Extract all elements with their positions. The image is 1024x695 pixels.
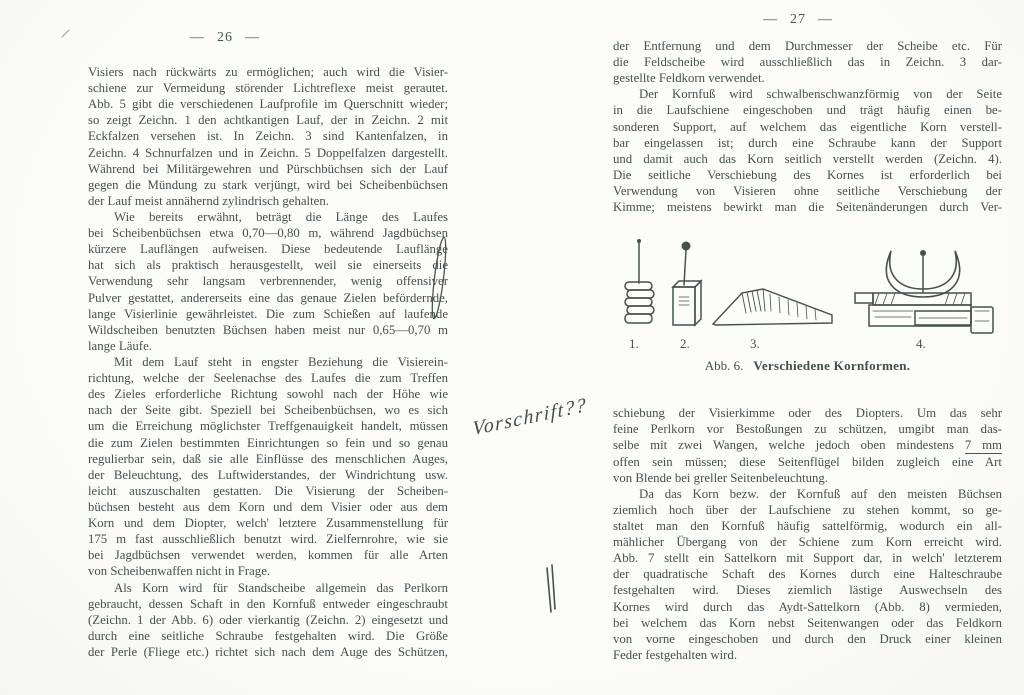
text-line: regulierbar sein, daß sie alle Einflüsse des menschlichen Auges, xyxy=(88,451,448,466)
text-line: Da das Korn bezw. der Kornfuß auf den meisten Büchsen xyxy=(639,486,1002,501)
text-line: ziemlich hoch über der Laufschiene zu stehen kommt, so ge- xyxy=(613,502,1002,517)
text-line: Wie bereits erwähnt, beträgt die Länge des Laufes xyxy=(114,209,448,224)
paragraph xyxy=(88,580,448,661)
text-line: Pulver gestattet, andererseits eine das genaue Zielen befördernde, xyxy=(88,290,448,305)
text-line: die zum Zielen bestimmten Einrichtungen so fein und so genau xyxy=(88,435,448,450)
paragraph xyxy=(88,64,448,209)
text-line: offen sein müssen; diese Seitenflügel bilden zugleich eine Art xyxy=(613,454,1002,469)
text-line: büchsen besteht aus dem Korn und dem Visier oder aus dem xyxy=(88,499,448,514)
text-line: von Blende bei greller Seitenbeleuchtung. xyxy=(613,470,828,485)
dash-right: — xyxy=(818,12,833,27)
text-run: selbe mit zwei Wangen, welche jedoch oben mindestens xyxy=(613,438,954,453)
page-number-right-value: 27 xyxy=(790,12,806,27)
text-line: 175 m fast ausschließlich benutzt wird. Zielfernrohre, wie sie xyxy=(88,532,448,547)
paragraph xyxy=(613,454,1002,486)
figure-label-1: 1. xyxy=(629,336,639,352)
page-right-text-column xyxy=(613,38,1002,663)
text-line: Feder festgehalten wird. xyxy=(613,647,738,662)
text-line: staltet man den Kornfuß häufig sattelförmig, wodurch ein all- xyxy=(613,518,1002,533)
paragraph xyxy=(613,86,1002,215)
figure-label-4: 4. xyxy=(916,336,926,352)
paragraph xyxy=(88,354,448,580)
dash-left: — xyxy=(763,12,778,27)
figure-caption-title: Verschiedene Kornformen. xyxy=(753,358,911,374)
handwritten-annotation: Vorschrift?? xyxy=(472,393,588,441)
text-line: lange Läufe. xyxy=(88,338,152,353)
text-line: in die Laufschiene eingeschoben und trägt häufig einen be- xyxy=(613,103,1002,118)
text-line: die Feldscheibe wird ausschließlich das in Zeichn. 3 dar- xyxy=(613,55,1002,70)
text-line: bar eingelassen ist; durch eine Schraube kann der Support xyxy=(613,135,1002,150)
page-number-left xyxy=(140,30,310,46)
text-line: der quadratische Schaft des Kornes durch eine Halteschraube xyxy=(613,567,1002,582)
text-line: Mit dem Lauf steht in engster Beziehung die Visierein- xyxy=(114,354,448,369)
text-line: (Zeichn. 1 der Abb. 6) oder vierkantig (Zeichn. 2) eingesetzt und xyxy=(88,612,448,627)
dash-right: — xyxy=(245,30,260,45)
figure-item-3-feldkorn-wedge xyxy=(713,289,832,325)
text-line: sonderen Support, auf welchem das eigentliche Korn verstell- xyxy=(613,119,1002,134)
text-line: hat sich als praktisch herausgestellt, weil sie einerseits die xyxy=(88,258,448,273)
text-line: mählicher Übergang von der Schiene zum Korn erreicht wird. xyxy=(613,535,1002,550)
page-number-left-value: 26 xyxy=(217,30,233,45)
text-line: der Entfernung und dem Durchmesser der Scheibe etc. Für xyxy=(613,39,1002,53)
text-line: Korn und dem Diopter, welch' letztere Zusammenstellung für xyxy=(88,516,448,531)
text-line: gestellte Feldkorn verwendet. xyxy=(613,71,765,86)
dash-left: — xyxy=(190,30,205,45)
text-line: der Perle (Fliege etc.) richtet sich nach dem Auge des Schützen, xyxy=(88,644,448,659)
text-line: Während bei Militärgewehren und Pürschbüchsen sich der Lauf xyxy=(88,161,448,176)
text-line: Kimme; meistens bewirkt man die Seitenänderungen durch Ver- xyxy=(613,200,1002,215)
page-left-text-column xyxy=(88,64,448,660)
figure-caption-prefix: Abb. 6. xyxy=(704,358,744,374)
figure-item-2-square-shaft xyxy=(673,242,701,326)
figure-label-3: 3. xyxy=(750,336,760,352)
text-line: Abb. 5 gibt die verschiedenen Laufprofile im Querschnitt wieder; xyxy=(88,97,448,112)
paragraph xyxy=(613,405,1002,437)
text-line: schiene zur Vermeidung störender Lichtreflexe meist gerautet. xyxy=(88,81,448,96)
text-line: schiebung der Visierkimme oder des Diopters. Um das sehr xyxy=(613,406,1002,421)
figure-abb6 xyxy=(613,215,1002,405)
scan-tick-mark xyxy=(60,28,72,40)
text-line: der Lauf meist annähernd zylindrisch gehalten. xyxy=(88,193,329,208)
text-line: Der Kornfuß wird schwalbenschwanzförmig von der Seite xyxy=(639,87,1002,102)
text-line: Kornes wird durch das Aydt-Sattelkorn (Abb. 8) vermieden, xyxy=(613,599,1002,614)
figure-caption xyxy=(613,358,1002,374)
text-line: bei welchem das Korn nebst Seitenwangen oder das Feldkorn xyxy=(613,615,1002,630)
text-line: Zeichn. 4 Schnurfalzen und in Zeichn. 5 Doppelfalzen dargestellt. xyxy=(88,145,448,160)
figure-item-1-perlkorn-screw xyxy=(625,239,654,323)
text-line: der Beleuchtung, des Luftwiderstandes, der Windrichtung usw. xyxy=(88,467,448,482)
text-line: kürzere Lauflängen aufweisen. Diese bedeutende Lauflänge xyxy=(88,242,448,257)
text-line: Eckfalzen versehen ist. In Zeichn. 3 sind Kantenfalzen, in xyxy=(88,129,448,144)
text-line: des Zieles erforderliche Richtung sowohl nach der Höhe wie xyxy=(88,387,448,402)
pen-loop-mark xyxy=(424,233,454,325)
text-line: Abb. 7 stellt ein Sattelkorn mit Support dar, in welch' letzterem xyxy=(613,551,1002,566)
text-line: von vorne eingeschoben und durch den Druck einer kleinen xyxy=(613,631,1002,646)
text-line: Verwendung von Visieren ohne seitliche Verschiebung der xyxy=(613,183,1002,198)
text-line xyxy=(613,437,1002,453)
text-line: Wildscheiben benutzten Büchsen haben meist nur 0,65—0,70 m xyxy=(88,322,448,337)
text-line: gegen die Mündung zu stark verjüngt, wird bei Scheibenbüchsen xyxy=(88,177,448,192)
text-line: richtung, welche der Seelenachse des Laufes die zum Treffen xyxy=(88,371,448,386)
text-line: nach der Seite gibt. Speziell bei Scheibenbüchsen, wo es sich xyxy=(88,403,448,418)
text-line: Die seitliche Verschiebung des Kornes ist erforderlich bei xyxy=(613,167,1002,182)
text-line: um die Erreichung möglichster Treffgenauigkeit handelt, müssen xyxy=(88,419,448,434)
paragraph xyxy=(613,486,1002,663)
text-line: bei Scheibenbüchsen etwa 0,70—0,80 m, während Jagdbüchsen xyxy=(88,226,448,241)
text-line: Verwendung sehr langsam verbrennender, wenig offensiver xyxy=(88,274,448,289)
text-line: so zeigt Zeichn. 1 den achtkantigen Lauf, der in Zeichn. 2 mit xyxy=(88,113,448,128)
paragraph xyxy=(88,209,448,354)
text-line: feine Perlkorn vor Bestoßungen zu schützen, umgibt man das- xyxy=(613,422,1002,437)
text-line: leicht auszuschalten gestatten. Die Visierung der Scheiben- xyxy=(88,483,448,498)
double-stroke-mark xyxy=(542,563,560,617)
figure-item-4-korn-support-crescent xyxy=(855,250,993,333)
text-line: festgehalten wird. Dieses ziemlich lästige Auswechseln des xyxy=(613,583,1002,598)
text-line: gebraucht, dessen Schaft in den Kornfuß entweder eingeschraubt xyxy=(88,596,448,611)
text-line: durch eine seitliche Schraube festgehalten wird. Die Größe xyxy=(88,628,448,643)
page-number-right xyxy=(718,12,878,28)
text-line: Als Korn wird für Standscheibe allgemein das Perlkorn xyxy=(114,580,448,595)
text-line: bei Jagdbüchsen verwendet werden, kommen für alle Arten xyxy=(88,548,448,563)
text-line: und damit auch das Korn seitlich verstellt werden (Zeichn. 4). xyxy=(613,151,1002,166)
text-line: lange Visierlinie gewährleistet. Die zum Schießen auf laufende xyxy=(88,306,448,321)
text-line: Visiers nach rückwärts zu ermöglichen; auch wird die Visier- xyxy=(88,65,448,79)
paragraph xyxy=(613,38,1002,86)
kornformen-drawings xyxy=(613,231,1002,337)
figure-label-2: 2. xyxy=(680,336,690,352)
text-line: von Scheibenwaffen nicht in Frage. xyxy=(88,564,271,579)
underlined-text: 7 mm xyxy=(964,438,1002,453)
